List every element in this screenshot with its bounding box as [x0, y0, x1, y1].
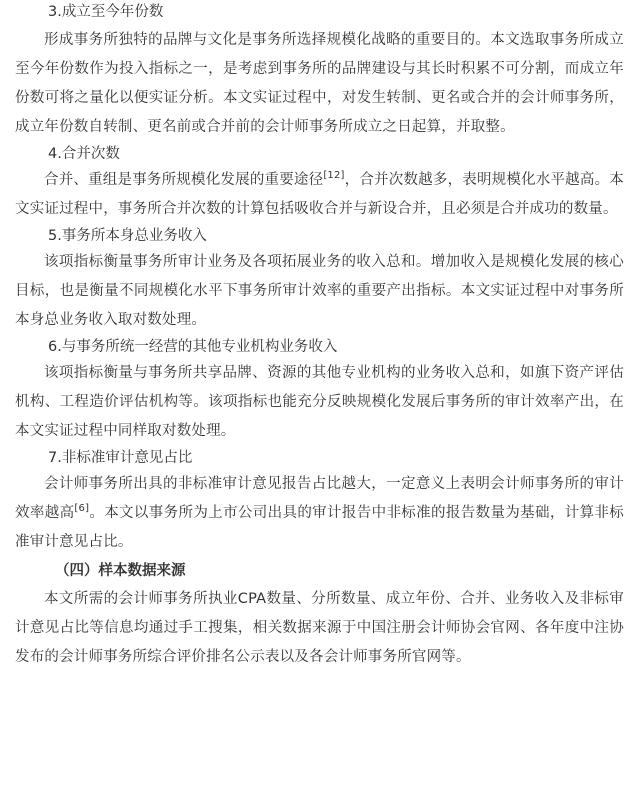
paragraph-data-source: 本文所需的会计师事务所执业CPA数量、分所数量、成立年份、合并、业务收入及非标审计意见占比等信息均通过手工搜集，相关数据来源于中国注册会计师协会官网、各年度中注协发布的会计师事务所综合评价排名公示表以及各会计师事务所官网等。 [15, 591, 624, 665]
paragraph-opinion-text-a: 会计师事务所出具的非标准审计意见报告占比越大，一定意义上表明会计师事务所的审计效率越高 [15, 476, 624, 521]
paragraph-merger-count [15, 166, 624, 224]
citation-6[interactable]: [6] [74, 503, 90, 514]
paragraph-founding-years: 形成事务所独特的品牌与文化是事务所选择规模化战略的重要目的。本文选取事务所成立至今年份数作为投入指标之一，是考虑到事务所的品牌建设与其长时积累不可分割，而成立年份数可将之量化以便实证分析。本文实证过程中，对发生转制、更名或合并的会计师事务所，成立年份数自转制、更名前或合并前的会计师事务所成立之日起算，并取整。 [15, 32, 624, 135]
paragraph-merger-text-b: ，合并次数越多，表明规模化水平越高。本文实证过程中，事务所合并次数的计算包括吸收合并与新设合并，且必须是合并成功的数量。 [15, 172, 624, 217]
heading-founding-years: 3.成立至今年份数 [48, 4, 164, 20]
citation-12[interactable]: [12] [323, 170, 345, 181]
paragraph-opinion-text-b: 。本文以事务所为上市公司出具的审计报告中非标准的报告数量为基础，计算非标准审计意见占比。 [15, 505, 624, 550]
paragraph-merger-text-a: 合并、重组是事务所规模化发展的重要途径 [44, 172, 324, 188]
heading-merger-count: 4.合并次数 [48, 146, 120, 162]
heading-total-revenue: 5.事务所本身总业务收入 [48, 228, 207, 244]
paragraph-other-revenue: 该项指标衡量与事务所共享品牌、资源的其他专业机构的业务收入总和，如旗下资产评估机构、工程造价评估机构等。该项指标也能充分反映规模化发展后事务所的审计效率产出，在本文实证过程中同样取对数处理。 [15, 365, 624, 439]
section-heading-data-source: （四）样本数据来源 [55, 563, 186, 579]
heading-nonstandard-opinion: 7.非标准审计意见占比 [48, 450, 193, 466]
paragraph-total-revenue: 该项指标衡量事务所审计业务及各项拓展业务的收入总和。增加收入是规模化发展的核心目标，也是衡量不同规模化水平下事务所审计效率的重要产出指标。本文实证过程中对事务所本身总业务收入取对数处理。 [15, 254, 624, 328]
paragraph-nonstandard-opinion [15, 470, 624, 557]
heading-other-revenue: 6.与事务所统一经营的其他专业机构业务收入 [48, 339, 338, 355]
